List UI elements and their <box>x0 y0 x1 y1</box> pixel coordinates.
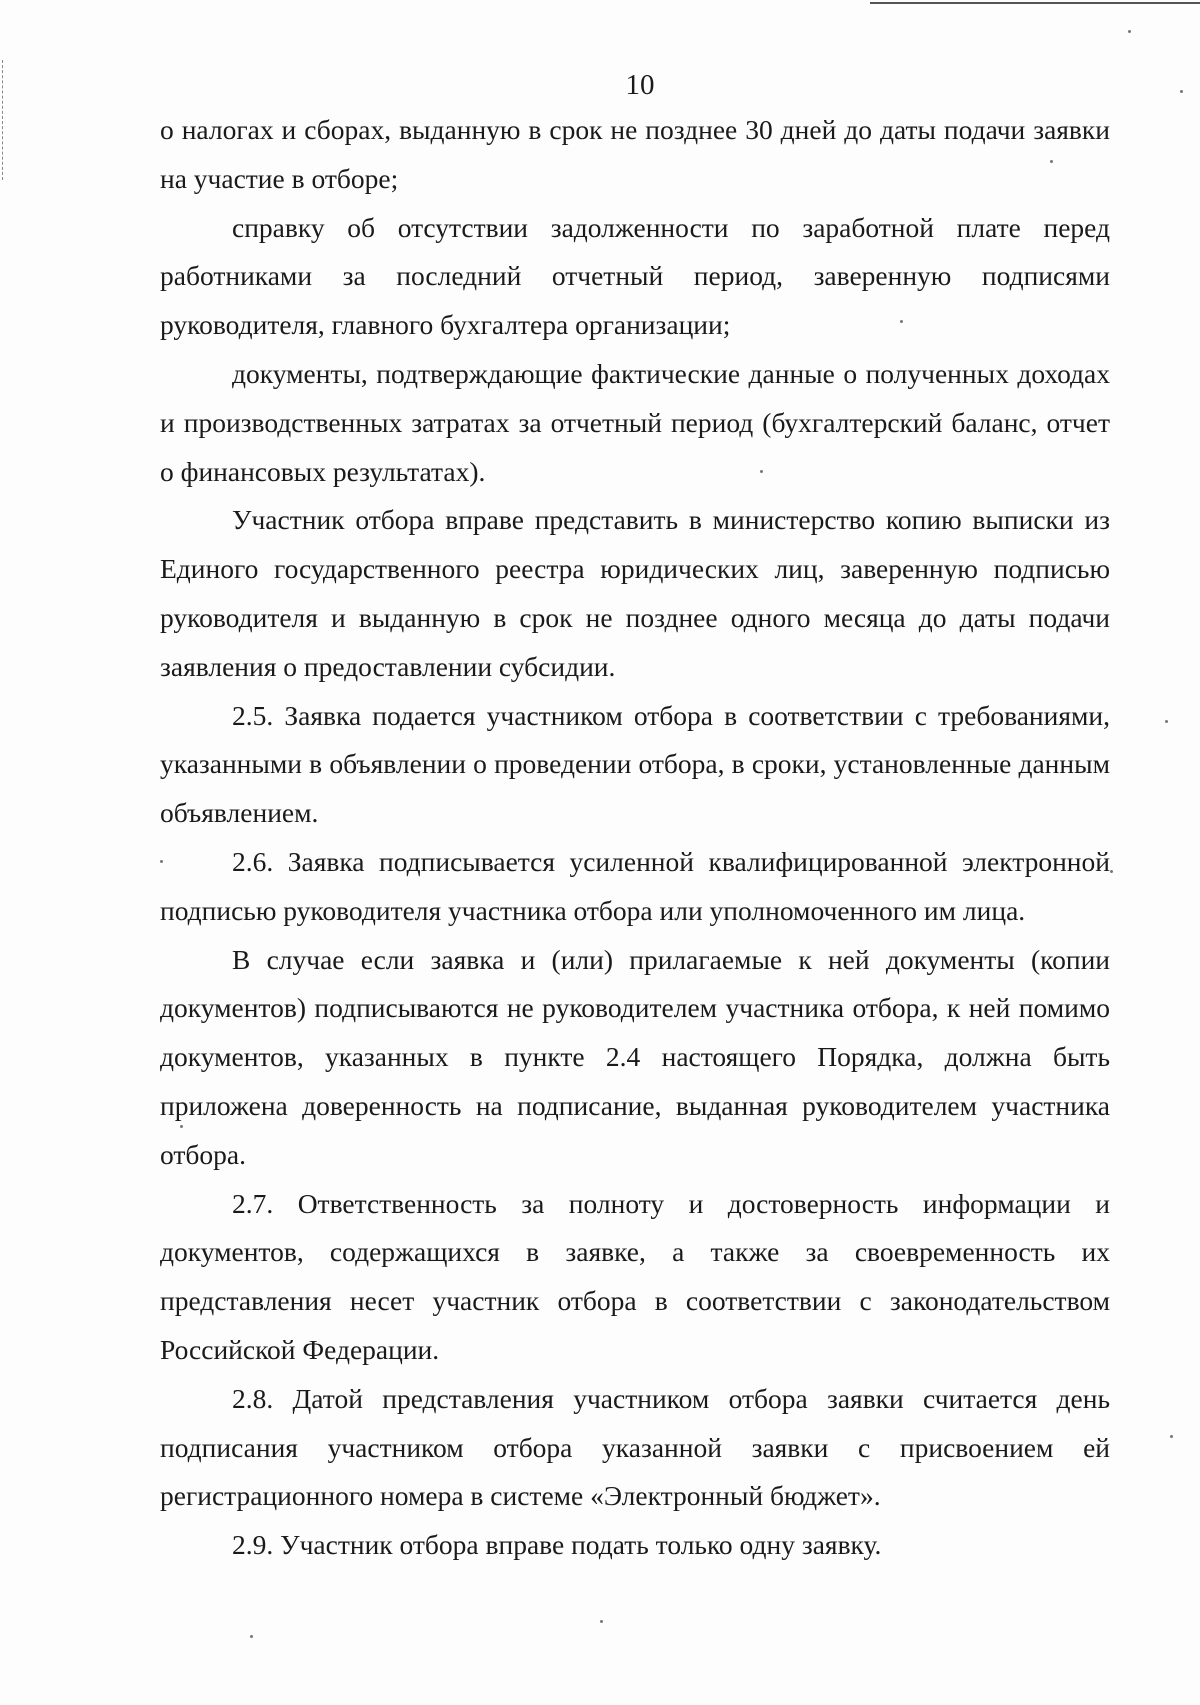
scan-speck <box>1128 30 1131 33</box>
paragraph-2-7: 2.7. Ответственность за полноту и достоверность информации и документов, содержащихся в заявке, а также за своевременность их представления несет участник отбора в соответствии с законодательством Российской Федерации. <box>160 1187 1110 1365</box>
paragraph-2-9: 2.9. Участник отбора вправе подать только одну заявку. <box>232 1529 882 1561</box>
scan-speck <box>1180 90 1183 93</box>
scan-speck <box>1050 160 1053 163</box>
document-body <box>160 106 1110 1570</box>
paragraph-continuation: о налогах и сборах, выданную в срок не позднее 30 дней до даты подачи заявки на участие в отборе; <box>160 114 1110 194</box>
scan-speck <box>600 1620 603 1623</box>
paragraph-2-6: 2.6. Заявка подписывается усиленной квалифицированной электронной подписью руководителя участника отбора или уполномоченного им лица. <box>160 845 1110 926</box>
scan-speck <box>900 320 903 323</box>
paragraph-salary-certificate: справку об отсутствии задолженности по заработной плате перед работниками за последний отчетный период, заверенную подписями руководителя, главного бухгалтера организации; <box>160 211 1110 341</box>
scan-speck <box>180 1125 183 1128</box>
scan-speck <box>250 1635 253 1638</box>
page-number: 10 <box>625 69 655 101</box>
scan-speck <box>160 860 163 863</box>
scan-speck <box>760 470 763 473</box>
scan-top-rule <box>870 2 1200 4</box>
scan-speck <box>1170 1435 1173 1438</box>
paragraph-power-of-attorney: В случае если заявка и (или) прилагаемые к ней документы (копии документов) подписываются не руководителем участника отбора, к ней помимо документов, указанных в пункте 2.4 настоящего Порядка, должна быть приложена доверенность на подписание, выданная руководителем участника отбора. <box>160 943 1110 1170</box>
scan-speck <box>1110 870 1113 873</box>
paragraph-registry-extract: Участник отбора вправе представить в министерство копию выписки из Единого государственного реестра юридических лиц, заверенную подписью руководителя и выданную в срок не позднее одного месяца до даты подачи заявления о предоставлении субсидии. <box>160 504 1110 682</box>
scan-speck <box>1165 720 1168 723</box>
paragraph-2-8: 2.8. Датой представления участником отбора заявки считается день подписания участником отбора указанной заявки с присвоением ей регистрационного номера в системе «Электронный бюджет». <box>160 1382 1110 1512</box>
paragraph-2-5: 2.5. Заявка подается участником отбора в соответствии с требованиями, указанными в объявлении о проведении отбора, в сроки, установленные данным объявлением. <box>160 699 1110 829</box>
paragraph-financial-documents: документы, подтверждающие фактические данные о полученных доходах и производственных затратах за отчетный период (бухгалтерский баланс, отчет о финансовых результатах). <box>160 357 1110 487</box>
